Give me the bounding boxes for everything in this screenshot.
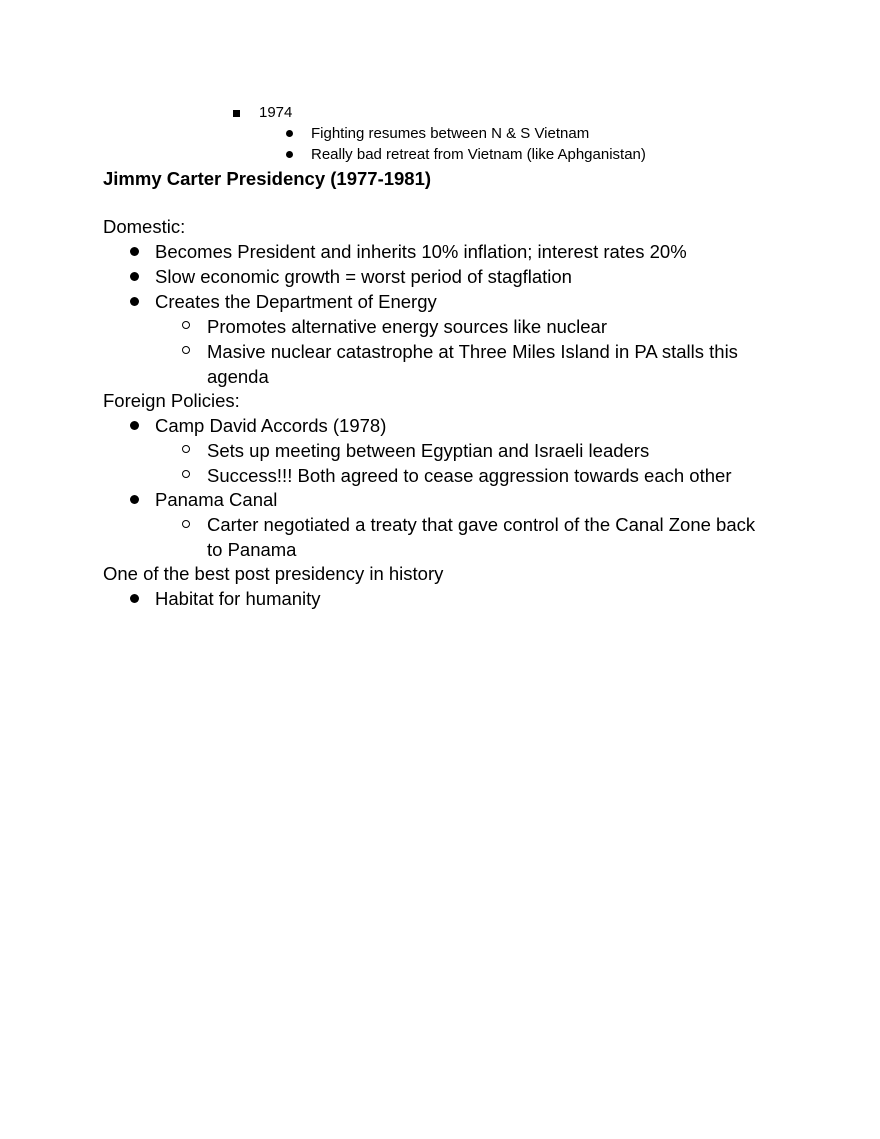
domestic-label: Domestic: [103, 216, 186, 237]
list-item-continuation: agenda [207, 366, 269, 387]
bullet-icon [130, 272, 139, 281]
list-item: Slow economic growth = worst period of stagflation [155, 266, 572, 287]
bullet-icon [286, 151, 293, 158]
list-item: Sets up meeting between Egyptian and Israeli leaders [207, 440, 650, 461]
bullet-icon [130, 421, 139, 430]
year-1974: 1974 [259, 104, 293, 121]
list-item: Promotes alternative energy sources like nuclear [207, 316, 607, 337]
list-item: Carter negotiated a treaty that gave control of the Canal Zone back [207, 514, 756, 535]
hollow-bullet-icon [182, 321, 190, 329]
list-item-continuation: to Panama [207, 539, 297, 560]
bullet-icon [130, 247, 139, 256]
hollow-bullet-icon [182, 470, 190, 478]
list-item: Masive nuclear catastrophe at Three Miles Island in PA stalls this [207, 341, 738, 362]
list-item: Really bad retreat from Vietnam (like Aphganistan) [311, 146, 646, 163]
hollow-bullet-icon [182, 520, 190, 528]
hollow-bullet-icon [182, 346, 190, 354]
hollow-bullet-icon [182, 445, 190, 453]
post-presidency-label: One of the best post presidency in history [103, 563, 444, 584]
foreign-label: Foreign Policies: [103, 390, 240, 411]
list-item: Camp David Accords (1978) [155, 415, 387, 436]
bullet-icon [130, 495, 139, 504]
bullet-icon [130, 594, 139, 603]
bullet-icon [130, 297, 139, 306]
page-title: Jimmy Carter Presidency (1977-1981) [103, 168, 432, 189]
list-item: Becomes President and inherits 10% inflation; interest rates 20% [155, 241, 687, 262]
list-item: Fighting resumes between N & S Vietnam [311, 125, 590, 142]
list-item: Panama Canal [155, 489, 278, 510]
list-item: Success!!! Both agreed to cease aggression towards each other [207, 465, 732, 486]
list-item: Creates the Department of Energy [155, 291, 437, 312]
bullet-icon [286, 130, 293, 137]
square-bullet-icon [233, 110, 240, 117]
list-item: Habitat for humanity [155, 588, 321, 609]
